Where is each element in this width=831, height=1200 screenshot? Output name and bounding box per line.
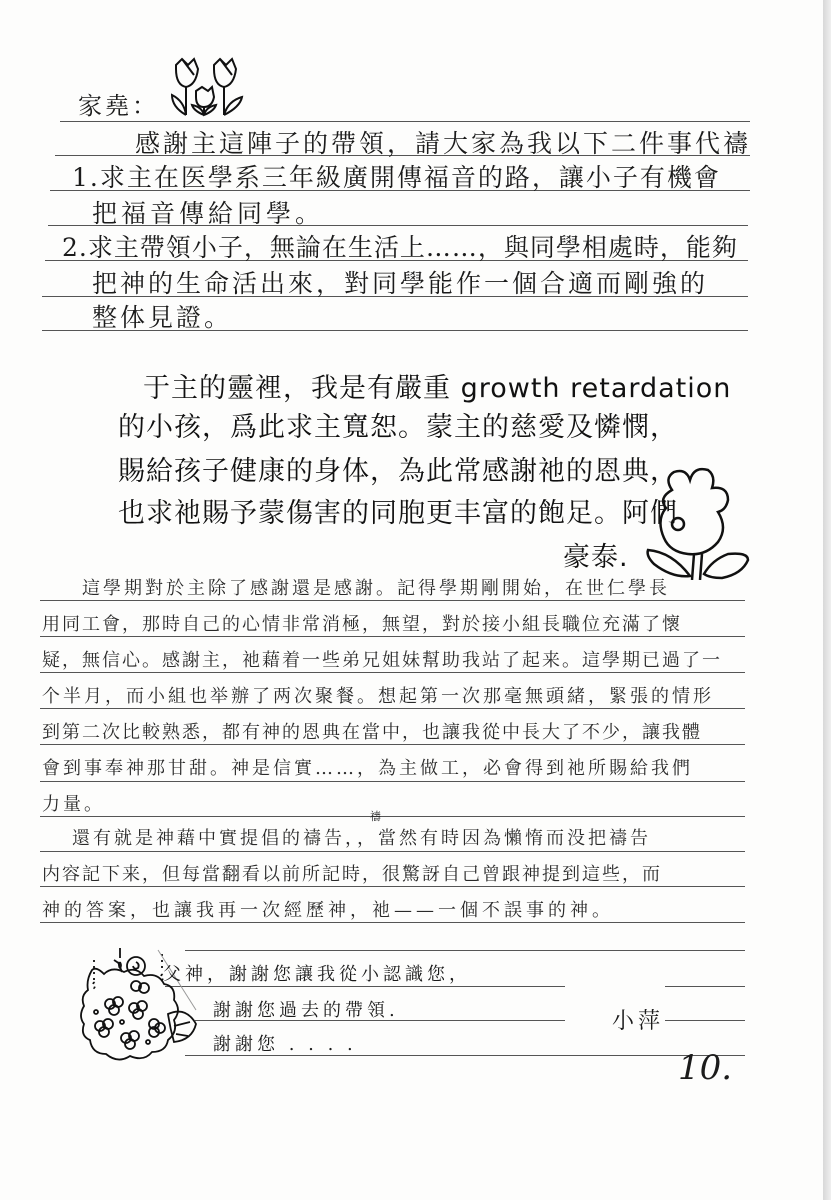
request-2-line-1: 2.求主帶領小子，無論在生活上……，與同學相處時，能夠 (62, 233, 738, 262)
flower-icon (632, 460, 752, 580)
closing-signature: 小萍 (612, 1009, 665, 1034)
prayer-line-1: 于主的靈裡，我是有嚴重 growth retardation (143, 373, 732, 404)
rule-line (40, 672, 745, 673)
request-1-line-2: 把福音傳給同學。 (92, 199, 325, 228)
page-number: 10. (678, 1048, 733, 1088)
prayer-line-3: 賜給孩子健康的身体，為此常感謝祂的恩典， (118, 456, 678, 487)
greeting: 家堯： (78, 92, 159, 120)
rule-line (40, 922, 745, 923)
rule-line (185, 950, 745, 951)
tulips-icon (168, 55, 248, 120)
rule-line (40, 781, 745, 782)
rule-line (40, 600, 745, 601)
testimony-line-2: 用同工會，那時自己的心情非常消極，無望，對於接小組長職位充滿了懷 (42, 614, 682, 635)
page-edge (823, 0, 831, 1200)
testimony-line-4: 个半月，而小組也举辦了两次聚餐。想起第一次那毫無頭緒，緊張的情形 (42, 686, 714, 707)
request-1-line-1: 1.求主在医學系三年級廣開傳福音的路，讓小子有機會 (72, 163, 721, 192)
testimony-line-7: 力量。 (42, 794, 105, 815)
testimony-line-3: 疑，無信心。感謝主，祂藉着一些弟兄姐妹幫助我站了起来。這學期已過了一 (42, 650, 722, 671)
testimony-line-9: 内容記下来，但每當翻看以前所記時，很驚訝自己曾跟神提到這些，而 (42, 864, 662, 885)
request-2-line-3: 整体見證。 (92, 303, 233, 332)
testimony-line-10: 神的答案，也讓我再一次經歷神，祂——一個不誤事的神。 (42, 900, 614, 921)
rule-line (60, 121, 750, 122)
rule-line (40, 886, 745, 887)
rule-line (40, 816, 745, 817)
rule-line (40, 708, 745, 709)
closing-line-2: 謝謝您過去的帶領. (213, 1000, 399, 1021)
rule-line (40, 851, 745, 852)
testimony-line-1: 這學期對於主除了感謝還是感謝。記得學期剛開始，在世仁學長 (82, 578, 670, 599)
rule-line (165, 986, 565, 987)
intro-line: 感謝主這陣子的帶領，請大家為我以下二件事代禱 (135, 129, 752, 158)
testimony-line-6: 會到事奉神那甘甜。神是信實……，為主做工，必會得到祂所賜給我們 (42, 758, 693, 779)
testimony-line-5: 到第二次比較熟悉，都有神的恩典在當中，也讓我從中長大了不少，讓我體 (42, 722, 702, 743)
closing-line-1: 父神，謝謝您讓我從小認識您， (163, 964, 471, 985)
closing-line-3: 謝謝您 . . . . (213, 1034, 357, 1055)
testimony-line-8: 還有就是神藉中實提倡的禱告，，當然有時因為懶惰而没把禱告 (72, 828, 651, 849)
prayer-signature: 豪泰. (563, 542, 629, 573)
testimony-annotation: 禱 (370, 810, 381, 823)
request-2-line-2: 把神的生命活出來，對同學能作一個合適而剛強的 (92, 269, 709, 298)
prayer-line-2: 的小孩，爲此求主寬恕。蒙主的慈愛及憐憫， (118, 412, 678, 443)
rule-line (665, 1020, 745, 1021)
rule-line (665, 986, 745, 987)
rule-line (40, 636, 745, 637)
rule-line (40, 744, 745, 745)
prayer-line-4: 也求祂賜予蒙傷害的同胞更丰富的飽足。阿們 (118, 498, 678, 529)
